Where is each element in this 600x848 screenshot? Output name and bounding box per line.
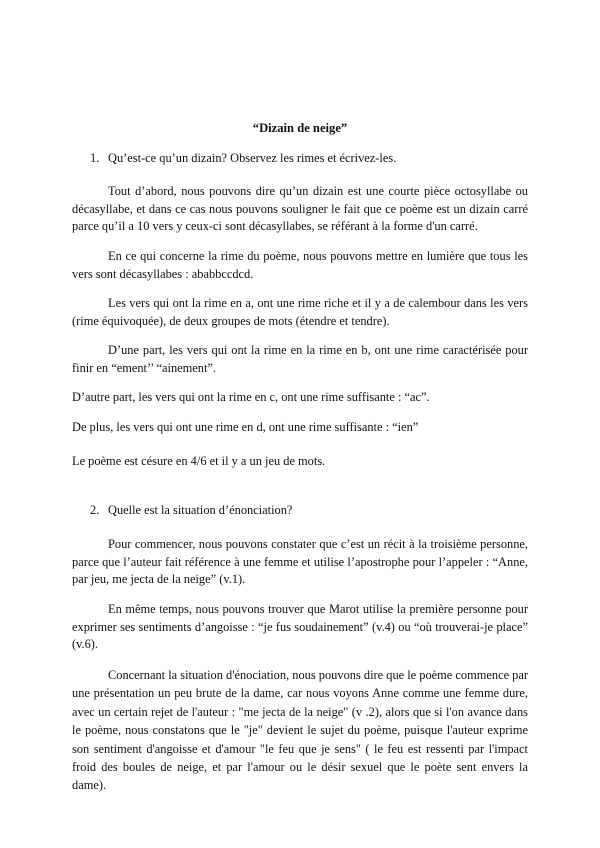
question-2 <box>90 503 292 518</box>
question-1 <box>90 151 396 166</box>
question-number: 2. <box>90 503 100 517</box>
paragraph: Le poème est césure en 4/6 et il y a un jeu de mots. <box>72 454 326 468</box>
paragraph: En même temps, nous pouvons trouver que Marot utilise la première personne pour exprimer ses sentiments d’angoisse : “je fus soudainement” (v.4) ou “où trouverai-je place” (v.6). <box>72 602 528 652</box>
paragraph: Pour commencer, nous pouvons constater que c’est un récit à la troisième personne, parce que l’auteur fait référence à une femme et utilise l’apostrophe pour l’appeler : “Anne, par jeu, me jecta de la neige” (v.1). <box>72 537 528 587</box>
paragraph: Les vers qui ont la rime en a, ont une rime riche et il y a de calembour dans les vers (rime équivoquée), de deux groupes de mots (étendre et tendre). <box>72 296 528 328</box>
question-text: Quelle est la situation d’énonciation? <box>108 503 293 517</box>
question-text: Qu’est-ce qu’un dizain? Observez les rimes et écrivez-les. <box>108 151 397 165</box>
document-title: “Dizain de neige” <box>252 121 348 135</box>
paragraph: De plus, les vers qui ont une rime en d, ont une rime suffisante : “ien” <box>72 420 419 434</box>
paragraph: D’une part, les vers qui ont la rime en la rime en b, ont une rime caractérisée pour finir en “ement’’ “ainement”. <box>72 343 528 375</box>
question-number: 1. <box>90 151 100 165</box>
paragraph: En ce qui concerne la rime du poème, nous pouvons mettre en lumière que tous les vers sont décasyllabes : ababbccdcd. <box>72 249 528 281</box>
paragraph: D’autre part, les vers qui ont la rime en c, ont une rime suffisante : “ac”. <box>72 390 430 404</box>
paragraph: Tout d’abord, nous pouvons dire qu’un dizain est une courte pièce octosyllabe ou décasyllabe, et dans ce cas nous pouvons souligner le fait que ce poème est un dizain carré parce qu’il a 10 vers y ceux-ci sont décasyllabes, se référant à la forme d'un carré. <box>72 184 528 234</box>
paragraph: Concernant la situation d'énociation, nous pouvons dire que le poème commence par une présentation un peu brute de la dame, car nous voyons Anne comme une femme dure, avec un certain rejet de l'auteur : "me jecta de la neige" (v .2), alors que si l'on avance dans le poème, nous constatons que le "je" devient le sujet du poème, puisque l'auteur exprime son sentiment d'angoisse et d'amour "le feu que je sens" ( le feu est ressenti par l'impact froid des boules de neige, et par l'amour ou le désir sexuel que le poète sent envers la dame). <box>72 668 528 793</box>
